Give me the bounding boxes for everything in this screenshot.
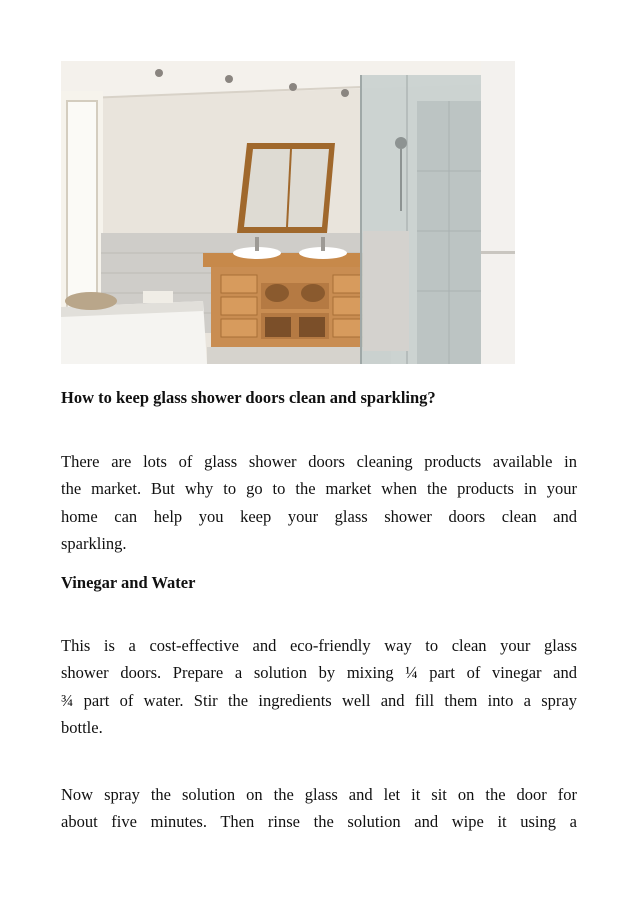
para1-line-2: shower doors. Prepare a solution by mixing ¼ part of vinegar and <box>61 663 577 683</box>
section-heading: Vinegar and Water <box>61 573 196 592</box>
para1-line-1: This is a cost-effective and eco-friendly way to clean your glass <box>61 636 577 655</box>
para2-line-2: about five minutes. Then rinse the solution and wipe it using a <box>61 812 577 832</box>
article-title: How to keep glass shower doors clean and sparkling? <box>61 388 436 407</box>
spray-paragraph <box>61 781 577 836</box>
intro-line-3: home can help you keep your glass shower doors clean and <box>61 506 577 526</box>
bathroom-photo <box>61 61 515 364</box>
intro-paragraph <box>61 448 577 557</box>
para2-line-1: Now spray the solution on the glass and let it sit on the door for <box>61 785 577 804</box>
intro-line-1: There are lots of glass shower doors cleaning products available in <box>61 452 577 471</box>
intro-line-4: sparkling. <box>61 533 127 553</box>
intro-line-2: the market. But why to go to the market when the products in your <box>61 479 577 499</box>
para1-line-3: ¾ part of water. Stir the ingredients well and fill them into a spray <box>61 690 577 710</box>
vinegar-paragraph <box>61 632 577 741</box>
para1-line-4: bottle. <box>61 717 103 737</box>
